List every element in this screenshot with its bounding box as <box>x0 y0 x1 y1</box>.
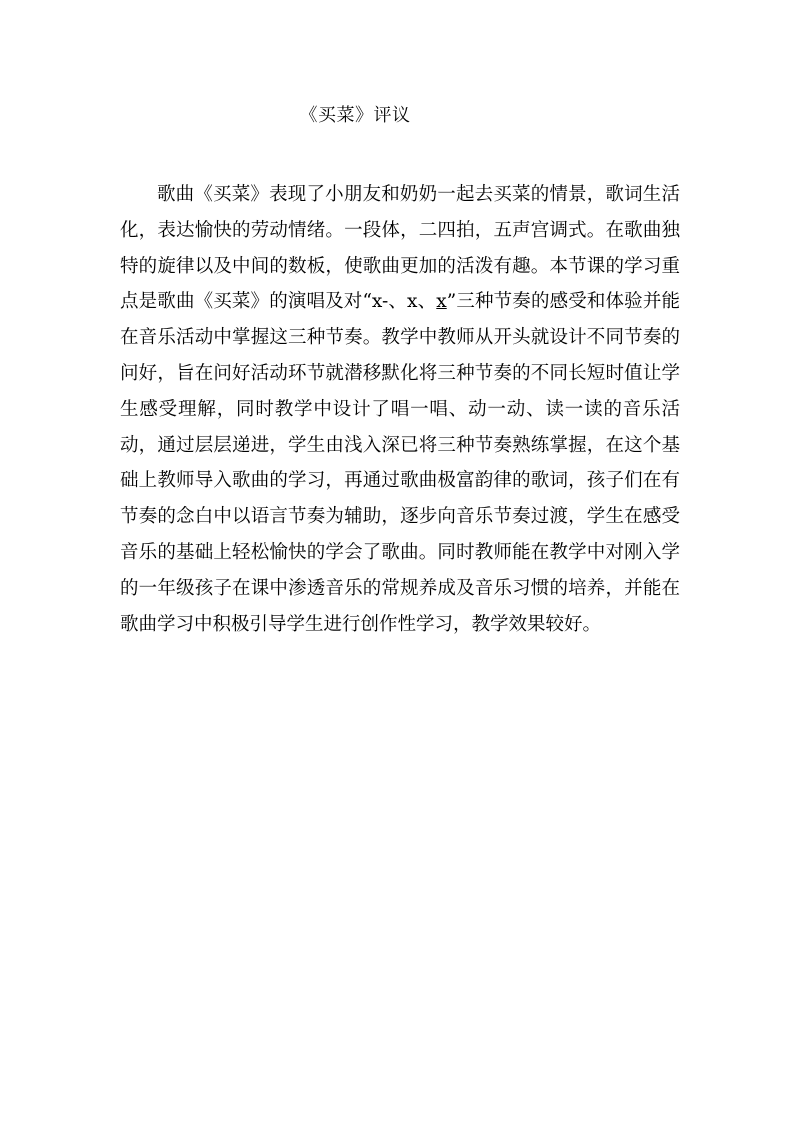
paragraph-text-part1: 歌曲《买菜》表现了小朋友和奶奶一起去买菜的情景，歌词生活化，表达愉快的劳动情绪。一段体，二四拍，五声宫调式。在歌曲独特的旋律以及中间的数板，使歌曲更加的活泼有趣。本节课的学习重点是歌曲《买菜》的演唱及对“x-、x、 <box>120 184 680 313</box>
document-title: 《买菜》评议 <box>299 105 411 126</box>
paragraph-underlined-rhythm: x <box>436 291 447 313</box>
document-paragraph <box>120 177 680 642</box>
paragraph-text-part2: ”三种节奏的感受和体验并能在音乐活动中掌握这三种节奏。教学中教师从开头就设计不同节奏的问好，旨在问好活动环节就潜移默化将三种节奏的不同长短时值让学生感受理解，同时教学中设计了唱一唱、动一动、读一读的音乐活动，通过层层递进，学生由浅入深已将三种节奏熟练掌握，在这个基础上教师导入歌曲的学习，再通过歌曲极富韵律的歌词，孩子们在有节奏的念白中以语言节奏为辅助，逐步向音乐节奏过渡，学生在感受音乐的基础上轻松愉快的学会了歌曲。同时教师能在教学中对刚入学的一年级孩子在课中渗透音乐的常规养成及音乐习惯的培养，并能在歌曲学习中积极引导学生进行创作性学习，教学效果较好。 <box>120 291 680 635</box>
